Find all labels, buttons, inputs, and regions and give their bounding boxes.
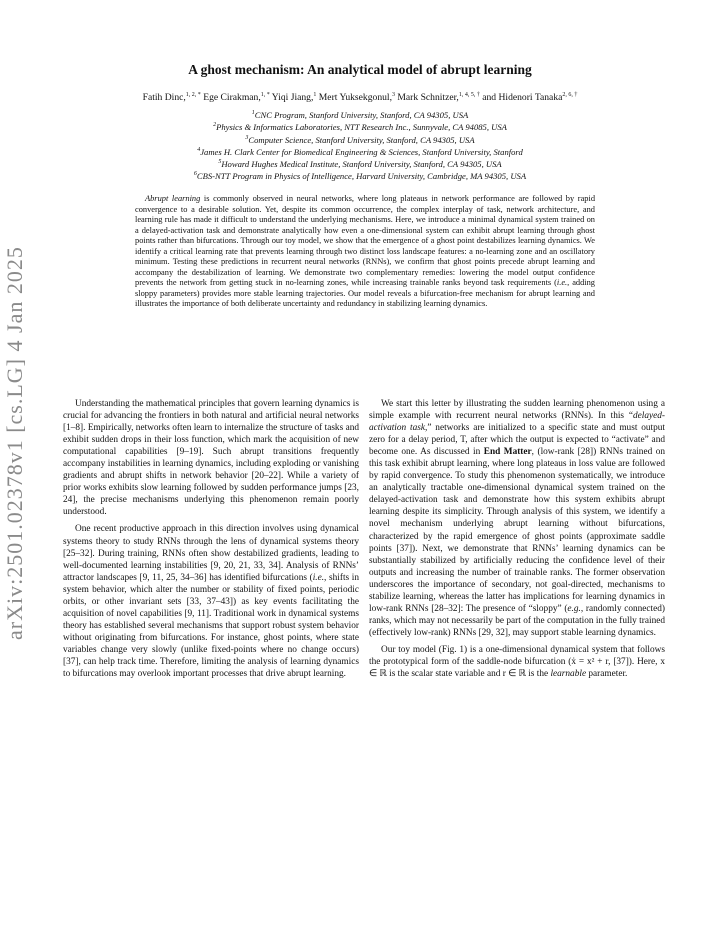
- paragraph: Our toy model (Fig. 1) is a one-dimensional dynamical system that follows the prototypical form of the saddle-node bifurcation (ẋ = x² + r, [37]). Here, x ∈ ℝ is the scalar state variable and r ∈ ℝ is the learnable parameter.: [369, 644, 665, 680]
- author-affil-mark: 1, 4, 5, †: [458, 92, 480, 98]
- author-affil-mark: 1, 2, *: [185, 92, 201, 98]
- author-name: Yiqi Jiang,: [271, 92, 314, 104]
- author-affil-mark: 1, *: [260, 92, 270, 98]
- abstract-lead: Abrupt learning: [145, 194, 201, 203]
- end-matter-ref: End Matter: [483, 447, 532, 458]
- paper-title: A ghost mechanism: An analytical model of abrupt learning: [188, 62, 532, 77]
- author-name: Mert Yuksekgonul,: [318, 92, 392, 104]
- affiliation-line: $^2$Physics & Informatics Laboratories, NTT Research Inc., Sunnyvale, CA 94085, USA: [213, 122, 507, 133]
- abstract-text: is commonly observed in neural networks, where long plateaus in network performance are followed by rapid convergence to a desirable solution. Yet, despite its common occurrence, the complex interplay of task, network architecture, and learning rule has made it difficult to understand the underlying mechanisms. Here, we introduce a minimal dynamical system trained on a delayed-activation task and demonstrate analytically how even a one-dimensional system can exhibit abrupt learning through ghost points rather than bifurcations. Through our toy model, we show that the emergence of a ghost point destabilizes learning dynamics. We identify a critical learning rate that prevents learning through two distinct loss landscape features: a no-learning zone and an oscillatory minimum. Testing these predictions in recurrent neural networks (RNNs), we confirm that ghost points precede abrupt learning and accompany the destabilization of learning. We demonstrate two complementary remedies: lowering the model output confidence prevents the network from getting stuck in no-learning zones, while increasing trainable ranks beyond task requirements (: [135, 194, 596, 287]
- affiliation-line: $^3$Computer Science, Stanford University, Stanford, CA 94305, USA: [245, 134, 475, 145]
- author-name: Fatih Dinc,: [142, 92, 186, 104]
- author-affil-mark: 2, 6, †: [562, 92, 578, 98]
- author-name: Mark Schnitzer,: [397, 92, 459, 104]
- affiliation-line: $^5$Howard Hughes Medical Institute, Stanford University, Stanford, CA 94305, USA: [218, 158, 502, 169]
- abstract-tail: , adding sloppy parameters) provides more stable learning trajectories. Our model reveals a bifurcation-free mechanism for abrupt learning and illustrates the importance of both deliberate uncertainty and redundancy in stabilizing learning dynamics.: [135, 278, 595, 308]
- author-name: and Hidenori Tanaka: [482, 92, 563, 104]
- affiliation-line: $^4$James H. Clark Center for Biomedical Engineering & Sciences, Stanford University, Stanford: [197, 146, 523, 157]
- paragraph: One recent productive approach in this direction involves using dynamical systems theory to study RNNs through the lens of dynamical systems theory [25–32]. During training, RNNs often show destabilized gradients, leading to well-documented learning instabilities [9, 20, 21, 33, 34]. Analysis of RNNs’ attractor landscapes [9, 11, 25, 34–36] has identified bifurcations (i.e., shifts in system behavior, which alter the number or stability of fixed points, periodic orbits, or other invariant sets [33, 37–43]) as key events facilitating the acquisition of novel capabilities [9, 11]. Traditional work in dynamical systems theory has established several mechanisms that support robust system behavior without originating from bifurcations. For instance, ghost points, where state variables change very slowly (unlike fixed-points where no change occurs) [37], can help track time. Therefore, limiting the analysis of learning dynamics to bifurcations may overlook important processes that drive abrupt learning.: [63, 524, 359, 680]
- author-affil-mark: 3: [391, 92, 395, 98]
- author-affil-mark: 1: [313, 92, 317, 98]
- affiliation-line: $^6$CBS-NTT Program in Physics of Intelligence, Harvard University, Cambridge, MA 94305, USA: [193, 171, 527, 182]
- arxiv-stamp: arXiv:2501.02378v1 [cs.LG] 4 Jan 2025: [2, 246, 27, 640]
- left-column: [63, 398, 359, 685]
- author-list: [40, 92, 680, 103]
- abstract: [135, 194, 595, 310]
- paragraph: Understanding the mathematical principles that govern learning dynamics is crucial for advancing the frontiers in both natural and artificial neural networks [1–8]. Empirically, networks often learn to internalize the structure of tasks and exhibit sudden drops in their loss function, which mark the acquisition of new computational capabilities [9–19]. Such abrupt transitions frequently accompany instabilities in learning dynamics, including exploding or vanishing gradients and abrupt shifts in network behavior [20–22]. While a variety of prior works exhibits slow learning followed by sudden performance jumps [23, 24], the precise mechanisms underlying this phenomenon remain poorly understood.: [63, 399, 359, 518]
- affiliation-line: $^1$CNC Program, Stanford University, Stanford, CA 94305, USA: [251, 109, 469, 120]
- author-name: Ege Cirakman,: [203, 92, 261, 104]
- abstract-ie: i.e.: [556, 278, 568, 287]
- paragraph: We start this letter by illustrating the sudden learning phenomenon using a simple example with recurrent neural networks (RNNs). In this “delayed-activation task,” networks are initialized to a specific state and must output zero for a delay period, T, after which the output is expected to “activate” and become one. As discussed in End Matter, (low-rank [28]) RNNs trained on this task exhibit abrupt learning, where long plateaus in loss value are followed by rapid convergence. To study this phenomenon systematically, we introduce an analytically tractable one-dimensional dynamical system trained on the delayed-activation task and demonstrate how this system exhibits abrupt learning despite its simplicity. Through analysis of this system, we identify a novel mechanism underlying abrupt learning without bifurcations, characterized by the rapid emergence of ghost points (approximate saddle points [37]). Next, we demonstrate that RNNs’ learning dynamics can be substantially stabilized by artificially reducing the confidence level of their outputs and increasing the number of trainable ranks. The former observation underscores the importance of secondary, not goal-directed, mechanisms to stabilize learning, whereas the latter has implications for learning dynamics in low-rank RNNs [28–32]: The presence of “sloppy” (e.g., randomly connected) ranks, which may not necessarily be part of the computation in the fully trained (effectively low-rank) RNNs [29, 32], may support stable learning dynamics.: [369, 399, 666, 638]
- right-column: [369, 398, 665, 685]
- affiliation-list: [60, 108, 660, 182]
